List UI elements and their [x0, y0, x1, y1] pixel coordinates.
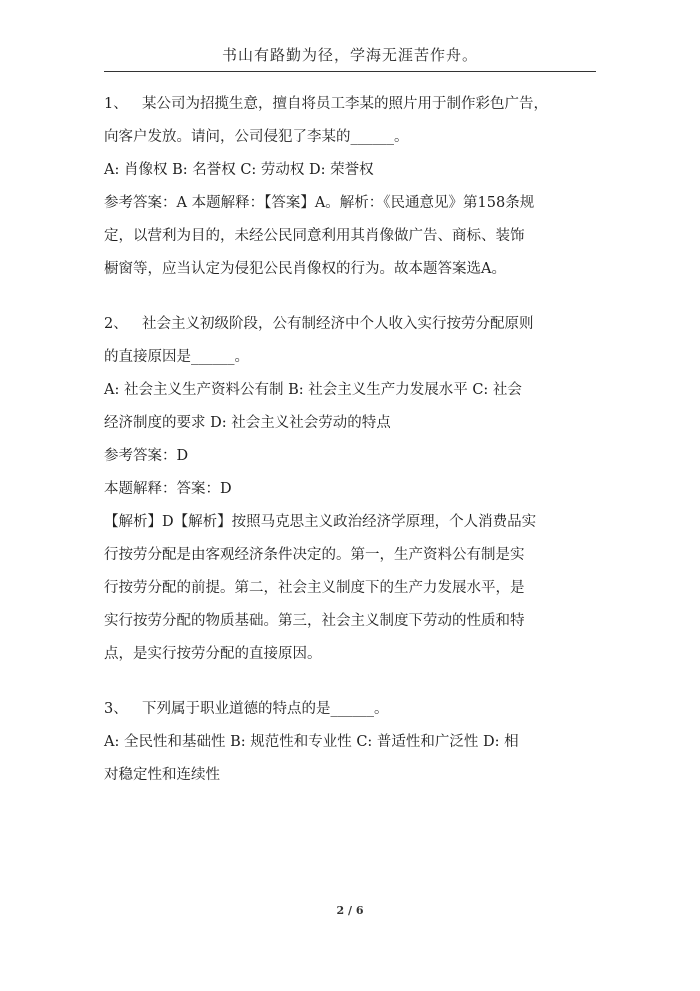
question-3-stem: 3、 下列属于职业道德的特点的是______。: [104, 693, 596, 726]
question-1-answer-line-2: 定，以营利为目的，未经公民同意利用其肖像做广告、商标、装饰: [104, 228, 525, 244]
page-header-motto: 书山有路勤为径，学海无涯苦作舟。: [221, 46, 478, 64]
header-divider: [104, 71, 596, 72]
question-3: [104, 693, 596, 792]
question-2-stem-cont: 的直接原因是______。: [104, 349, 249, 365]
question-2-options-line-1: A: 社会主义生产资料公有制 B: 社会主义生产力发展水平 C: 社会: [104, 382, 522, 398]
question-1-number: 1、: [104, 96, 128, 112]
page-number: 2 / 6: [336, 904, 364, 917]
question-3-options-line-2: 对稳定性和连续性: [104, 767, 220, 783]
question-1: [104, 88, 596, 286]
question-2-options-line-2: 经济制度的要求 D: 社会主义社会劳动的特点: [104, 415, 391, 431]
question-2-analysis-line-3: 行按劳分配的前提。第二，社会主义制度下的生产力发展水平，是: [104, 580, 525, 596]
question-2-answer: 参考答案：D: [104, 448, 189, 464]
question-2-stem: 2、 社会主义初级阶段，公有制经济中个人收入实行按劳分配原则: [104, 308, 596, 341]
question-2-number: 2、: [104, 316, 128, 332]
question-3-options-line-1: A: 全民性和基础性 B: 规范性和专业性 C: 普适性和广泛性 D: 相: [104, 734, 519, 750]
question-1-answer-line-3: 橱窗等，应当认定为侵犯公民肖像权的行为。故本题答案选A。: [104, 261, 506, 277]
question-2-analysis-line-1: 【解析】D【解析】按照马克思主义政治经济学原理，个人消费品实: [104, 514, 537, 530]
question-1-stem-cont: 向客户发放。请问，公司侵犯了李某的______。: [104, 129, 409, 145]
question-2: [104, 308, 596, 671]
spacer: [104, 286, 596, 308]
question-2-analysis-line-2: 行按劳分配是由客观经济条件决定的。第一，生产资料公有制是实: [104, 547, 525, 563]
question-1-answer-line-1: 参考答案：A 本题解释：【答案】A。解析：《民通意见》第158条规: [104, 195, 535, 211]
question-1-options: A: 肖像权 B: 名誉权 C: 劳动权 D: 荣誉权: [104, 162, 374, 178]
question-1-stem: 1、 某公司为招揽生意，擅自将员工李某的照片用于制作彩色广告，: [104, 88, 596, 121]
question-3-number: 3、: [104, 701, 128, 717]
question-2-explanation-label: 本题解释：答案：D: [104, 481, 232, 497]
spacer: [104, 671, 596, 693]
document-body: [104, 88, 596, 792]
question-2-analysis-line-4: 实行按劳分配的物质基础。第三，社会主义制度下劳动的性质和特: [104, 613, 525, 629]
question-2-analysis-line-5: 点，是实行按劳分配的直接原因。: [104, 646, 322, 662]
